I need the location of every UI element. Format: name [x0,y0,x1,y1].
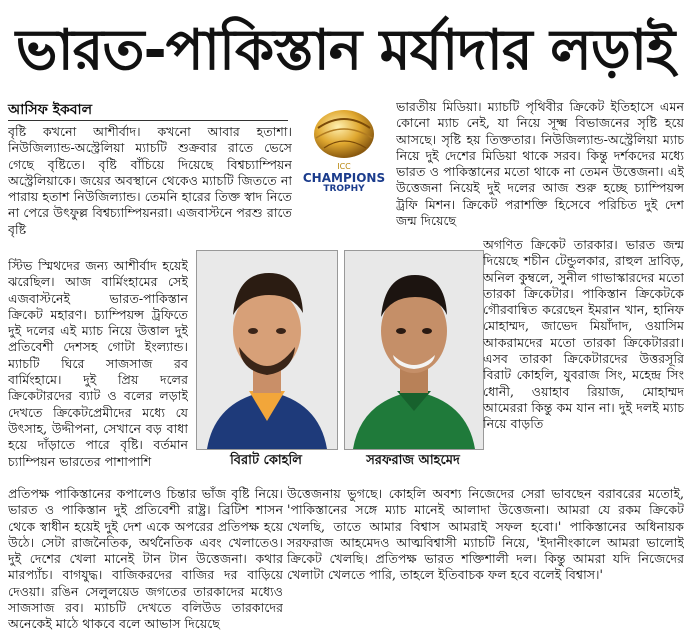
paragraph: বৃষ্টি কখনো আশীর্বাদ। কখনো আবার হতাশা। নিউজিল্যান্ড-অস্ট্রেলিয়া ম্যাচটি শুক্রবার রাতে ভেসে গেছে বৃষ্টিতে। বৃষ্টি বাঁচিয়ে দিয়েছে বিশ্বচ্যাম্পিয়ন অস্ট্রেলিয়াকে। জয়ের অবস্থানে থেকেও ম্যাচটি জিততে না পারায় হতাশ নিউজিল্যান্ড। তেমনি হারের তিক্ত স্বাদ নিতে না পেরে উৎফুল্ল বিশ্বচ্যাম্পিয়নরা। এজবাস্টনে পরশু রাতে বৃষ্টি [8,124,292,237]
logo-title: CHAMPIONS [302,171,386,185]
paragraph: ভারতীয় মিডিয়া। ম্যাচটি পৃথিবীর ক্রিকেট ইতিহাসে এমন কোনো ম্যাচ নেই, যা নিয়ে সূক্ষ্ম বিভাজনের সৃষ্টি হয়ে আসছে। সৃষ্টি হয় তিক্ততার। নিউজিল্যান্ড-অস্ট্রেলিয়া ম্যাচ নিয়ে দুই দেশের মিডিয়া থাকে সরব। কিন্তু দর্শকদের মধ্যে ভারত ও পাকিস্তানের মতো থাকে না তেমন উত্তেজনা। এই উত্তেজনা নিয়েই দুই দলের আজ শুরু হচ্ছে চ্যাম্পিয়ন্স ট্রফি মিশন। ক্রিকেট পরাশক্তি হিসেবে পরিচিত দুই দেশ জন্ম দিয়েছে [396,99,684,229]
player-portrait-icon [197,251,337,449]
trophy-ball-icon [296,104,392,162]
article-bottom-right [287,486,684,634]
paragraph: প্রতিপক্ষ পাকিস্তানের কপালেও চিন্তার ভাঁজ বৃষ্টি নিয়ে। ভারত ও পাকিস্তান দুই প্রতিবেশী রাষ্ট্র। ব্রিটিশ শাসন থেকে স্বাধীন হয়েই দুই দেশ একে অপরের প্রতিপক্ষ হয়ে উঠে। সেটা রাজনৈতিক, অর্থনৈতিক এবং খেলাতেও। দুই দেশের খেলা মানেই টান টান উত্তেজনা। কথার মারপ্যাঁচ। বাগযুদ্ধ। বাজিকরদের বাজির দর বাড়িয়ে দেওয়া। রঙিন সেলুলয়েড জগতের তারকাদের মধ্যেও সাজসাজ রব। ম্যাচটি দেখতে বলিউড তারকাদের অনেকেই মাঠে থাকবে বলে আভাস দিয়েছে [8,486,283,632]
article-bottom-left [8,486,283,634]
paragraph: স্টিভ স্মিথদের জন্য আশীর্বাদ হয়েই ঝরেছিল। আজ বার্মিংহামের সেই এজবাস্টনেই ভারত-পাকিস্তান ক্রিকেট মহারণ। চ্যাম্পিয়ন্স ট্রফিতে দুই দলের এই ম্যাচ নিয়ে উত্তাল দুই প্রতিবেশী দেশসহ গোটা ইংল্যান্ড। ম্যাচটি ঘিরে সাজসাজ রব বার্মিংহামে। দুই প্রিয় দলের ক্রিকেটারদের ব্যাট ও বলের লড়াই দেখতে ক্রিকেটপ্রেমীদের মধ্যে যে উৎসাহ, উদ্দীপনা, সেখানে বড় বাধা হয়ে দাঁড়াতে পারে বৃষ্টি। বর্তমান চ্যাম্পিয়ন ভারতের পাশাপাশি [8,258,188,469]
paragraph: অগণিত ক্রিকেট তারকার। ভারত জন্ম দিয়েছে শচীন টেন্ডুলকার, রাহুল দ্রাবিড়, অনিল কুম্বলে, সুনীল গাভাস্কারদের মতো তারকা ক্রিকেটার। পাকিস্তান ক্রিকেটকে গৌরবান্বিত করেছেন ইমরান খান, হানিফ মোহাম্মদ, জাভেদ মিয়াঁদাদ, ওয়াসিম আকরামদের মতো তারকা ক্রিকেটাররা। এসব তারকা ক্রিকেটারদের উত্তরসূরি বিরাট কোহলি, যুবরাজ সিং, মহেন্দ্র সিং ধোনী, ওয়াহাব রিয়াজ, মোহাম্মদ আমেররা কিন্তু কম যান না। দুই দলই ম্যাচ নিয়ে বাড়তি [483,237,684,432]
headline: ভারত-পাকিস্তান মর্যাদার লড়াই [15,18,675,83]
photo-caption-left: বিরাট কোহলি [230,453,302,468]
photo-sarfaraz-ahmed [344,250,484,450]
article-column-1-top [8,124,292,256]
article-column-2-bottom [483,237,684,485]
byline: আসিফ ইকবাল [8,102,93,118]
logo-subtitle: TROPHY [323,184,365,194]
logo-icc-text: ICC [337,162,351,171]
byline-divider [8,120,288,121]
photo-caption-right: সরফরাজ আহমেদ [366,453,460,468]
article-column-2-top [396,99,684,239]
photo-virat-kohli [196,250,338,450]
champions-trophy-logo [296,104,392,196]
article-column-1-bottom [8,258,188,487]
player-portrait-icon [345,251,483,449]
paragraph: উত্তেজনায় ভুগছে। কোহলি অবশ্য নিজেদের সেরা ভাবছেন বরাবরের মতোই, 'পাকিস্তানের সঙ্গে ম্যাচ মানেই আলাদা উত্তেজনা। আমরা যে রকম ক্রিকেট খেলছি, তাতে আমার বিশ্বাস আমরাই সফল হবো।' পাকিস্তানের অধিনায়ক সরফরাজ আহমেদও আত্মবিশ্বাসী ম্যাচটি নিয়ে, 'ইদানীংকালে আমরা ভালোই ক্রিকেট খেলছি। প্রতিপক্ষ ভারত শক্তিশালী দল। কিন্তু আমরা যদি নিজেদের খেলাটা খেলতে পারি, তাহলে ইতিবাচক ফল হবে বলেই বিশ্বাস।' [287,486,684,583]
